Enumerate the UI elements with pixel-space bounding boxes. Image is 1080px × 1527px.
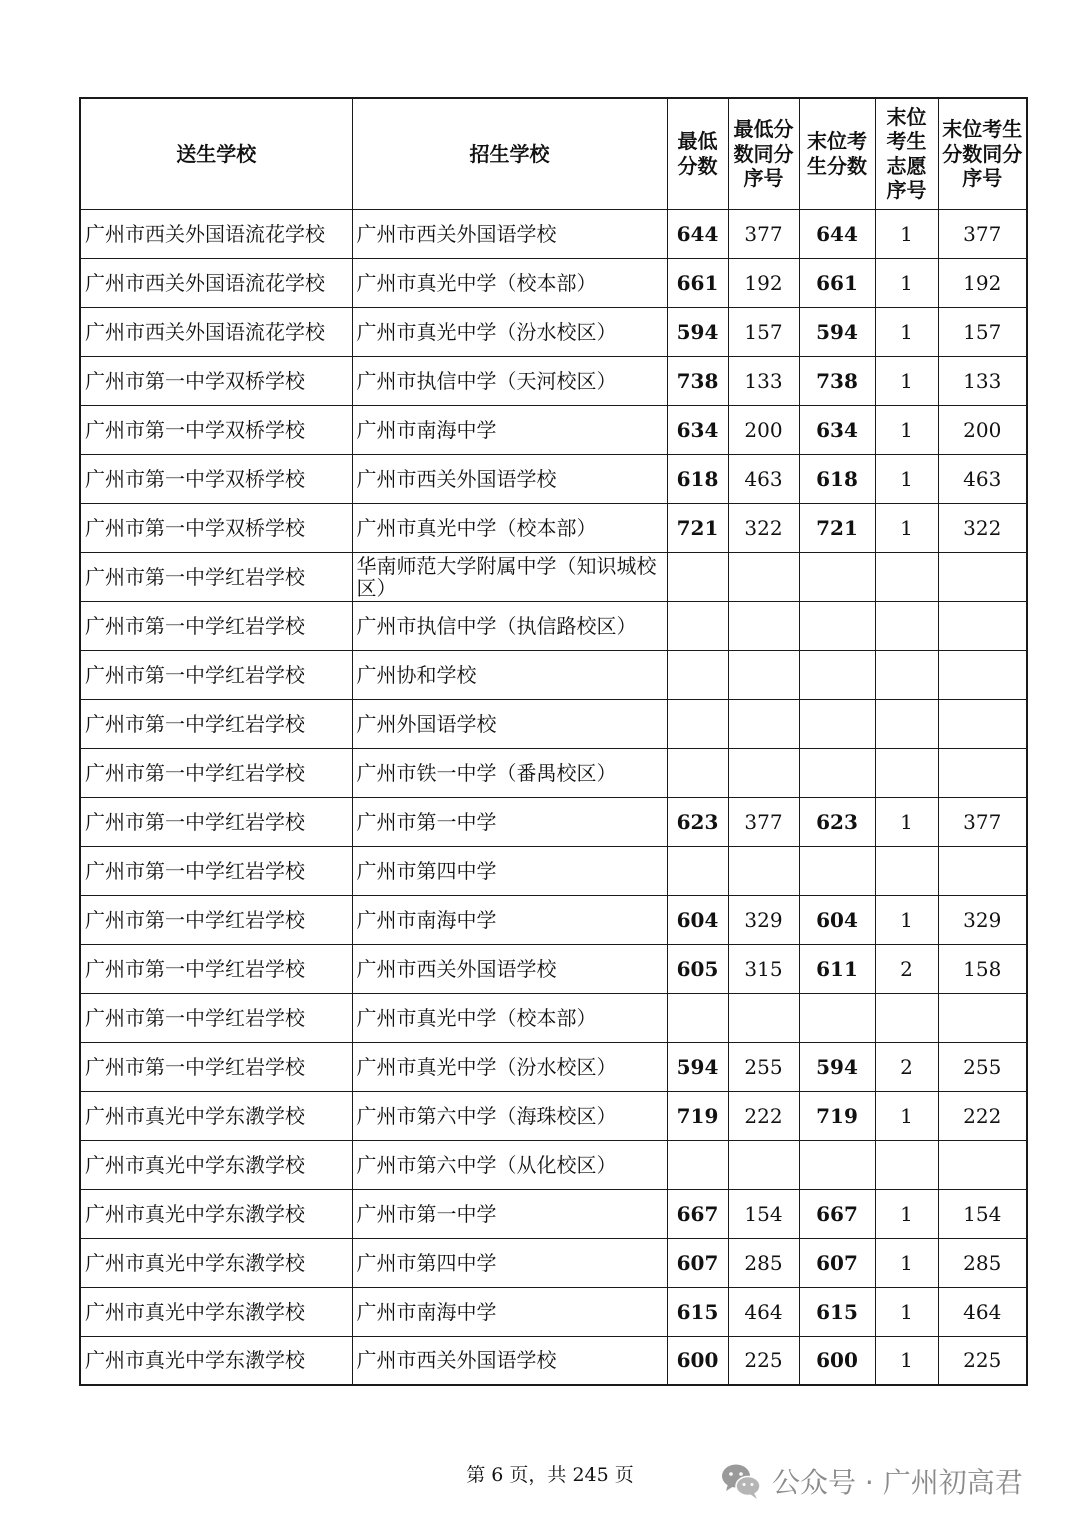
min-score-rank-cell: 222 — [728, 1091, 799, 1140]
min-score-cell: 738 — [667, 356, 728, 405]
last-score-cell: 607 — [799, 1238, 875, 1287]
min-score-cell — [667, 552, 728, 601]
table-row — [80, 846, 1027, 895]
send-school-cell: 广州市第一中学红岩学校 — [80, 699, 352, 748]
min-score-rank-cell: 463 — [728, 454, 799, 503]
table-row — [80, 552, 1027, 601]
min-score-cell: 721 — [667, 503, 728, 552]
min-score-cell — [667, 846, 728, 895]
last-score-cell: 600 — [799, 1336, 875, 1385]
table-row — [80, 503, 1027, 552]
table-row — [80, 895, 1027, 944]
min-score-rank-cell: 154 — [728, 1189, 799, 1238]
send-school-cell: 广州市第一中学红岩学校 — [80, 748, 352, 797]
admit-school-cell: 广州市西关外国语学校 — [352, 454, 667, 503]
header-min-score-rank: 最低分 数同分 序号 — [728, 98, 799, 209]
last-choice-cell: 1 — [875, 258, 938, 307]
min-score-rank-cell — [728, 699, 799, 748]
admit-school-cell: 广州市第六中学（海珠校区） — [352, 1091, 667, 1140]
last-choice-cell: 1 — [875, 503, 938, 552]
last-score-cell — [799, 748, 875, 797]
min-score-cell — [667, 748, 728, 797]
min-score-cell: 600 — [667, 1336, 728, 1385]
table-row — [80, 1287, 1027, 1336]
watermark-text: 公众号 · 广州初高君 — [772, 1466, 1023, 1499]
admit-school-cell: 广州市西关外国语学校 — [352, 209, 667, 258]
admit-school-cell: 广州市铁一中学（番禺校区） — [352, 748, 667, 797]
last-score-cell: 594 — [799, 1042, 875, 1091]
last-score-rank-cell — [938, 601, 1027, 650]
last-score-cell: 611 — [799, 944, 875, 993]
send-school-cell: 广州市第一中学红岩学校 — [80, 650, 352, 699]
last-choice-cell: 1 — [875, 1091, 938, 1140]
min-score-cell: 634 — [667, 405, 728, 454]
min-score-cell — [667, 1140, 728, 1189]
last-score-cell: 721 — [799, 503, 875, 552]
admission-score-table — [79, 97, 1028, 1386]
last-choice-cell — [875, 699, 938, 748]
min-score-cell — [667, 699, 728, 748]
last-score-rank-cell: 222 — [938, 1091, 1027, 1140]
send-school-cell: 广州市真光中学东漖学校 — [80, 1091, 352, 1140]
last-score-rank-cell — [938, 650, 1027, 699]
table-row — [80, 454, 1027, 503]
admit-school-cell: 广州协和学校 — [352, 650, 667, 699]
last-choice-cell: 1 — [875, 454, 938, 503]
last-choice-cell: 1 — [875, 307, 938, 356]
min-score-cell: 618 — [667, 454, 728, 503]
wechat-icon — [720, 1461, 762, 1501]
header-admit-school: 招生学校 — [352, 98, 667, 209]
last-score-cell: 594 — [799, 307, 875, 356]
last-choice-cell: 1 — [875, 1287, 938, 1336]
min-score-cell — [667, 650, 728, 699]
last-score-cell: 667 — [799, 1189, 875, 1238]
admit-school-cell: 广州市南海中学 — [352, 405, 667, 454]
admit-school-cell: 广州市西关外国语学校 — [352, 1336, 667, 1385]
last-score-cell: 719 — [799, 1091, 875, 1140]
min-score-rank-cell: 464 — [728, 1287, 799, 1336]
last-score-rank-cell — [938, 846, 1027, 895]
table-row — [80, 1336, 1027, 1385]
table-row — [80, 356, 1027, 405]
table-row — [80, 650, 1027, 699]
last-score-rank-cell: 329 — [938, 895, 1027, 944]
min-score-rank-cell — [728, 846, 799, 895]
header-row — [80, 98, 1027, 209]
last-score-cell — [799, 699, 875, 748]
last-score-rank-cell — [938, 552, 1027, 601]
min-score-rank-cell: 157 — [728, 307, 799, 356]
min-score-cell: 594 — [667, 307, 728, 356]
min-score-rank-cell — [728, 993, 799, 1042]
send-school-cell: 广州市西关外国语流花学校 — [80, 258, 352, 307]
last-choice-cell: 1 — [875, 895, 938, 944]
last-choice-cell — [875, 748, 938, 797]
send-school-cell: 广州市第一中学双桥学校 — [80, 356, 352, 405]
min-score-cell: 661 — [667, 258, 728, 307]
table-row — [80, 748, 1027, 797]
last-score-cell: 623 — [799, 797, 875, 846]
send-school-cell: 广州市第一中学红岩学校 — [80, 797, 352, 846]
send-school-cell: 广州市真光中学东漖学校 — [80, 1140, 352, 1189]
last-score-cell: 644 — [799, 209, 875, 258]
last-score-cell — [799, 552, 875, 601]
table-header — [80, 98, 1027, 209]
last-score-cell — [799, 846, 875, 895]
admit-school-cell: 广州市南海中学 — [352, 895, 667, 944]
min-score-rank-cell: 285 — [728, 1238, 799, 1287]
last-score-cell: 634 — [799, 405, 875, 454]
min-score-rank-cell — [728, 1140, 799, 1189]
last-score-rank-cell: 192 — [938, 258, 1027, 307]
min-score-cell — [667, 993, 728, 1042]
min-score-cell: 615 — [667, 1287, 728, 1336]
last-score-rank-cell: 464 — [938, 1287, 1027, 1336]
last-score-cell: 738 — [799, 356, 875, 405]
send-school-cell: 广州市真光中学东漖学校 — [80, 1238, 352, 1287]
min-score-cell: 623 — [667, 797, 728, 846]
admit-school-cell: 广州市执信中学（天河校区） — [352, 356, 667, 405]
table-row — [80, 699, 1027, 748]
last-score-rank-cell — [938, 1140, 1027, 1189]
send-school-cell: 广州市真光中学东漖学校 — [80, 1287, 352, 1336]
last-score-rank-cell: 255 — [938, 1042, 1027, 1091]
admit-school-cell: 广州市执信中学（执信路校区） — [352, 601, 667, 650]
header-send-school: 送生学校 — [80, 98, 352, 209]
admit-school-cell: 广州市第一中学 — [352, 797, 667, 846]
table-row — [80, 1042, 1027, 1091]
header-last-choice: 末位 考生 志愿 序号 — [875, 98, 938, 209]
min-score-cell: 594 — [667, 1042, 728, 1091]
admit-school-cell: 广州市真光中学（校本部） — [352, 503, 667, 552]
send-school-cell: 广州市第一中学红岩学校 — [80, 1042, 352, 1091]
send-school-cell: 广州市真光中学东漖学校 — [80, 1189, 352, 1238]
last-choice-cell — [875, 601, 938, 650]
last-score-cell — [799, 650, 875, 699]
min-score-rank-cell: 225 — [728, 1336, 799, 1385]
header-last-score-rank: 末位考生 分数同分 序号 — [938, 98, 1027, 209]
watermark — [720, 1460, 1023, 1502]
table-row — [80, 209, 1027, 258]
admit-school-cell: 广州市西关外国语学校 — [352, 944, 667, 993]
last-score-rank-cell — [938, 748, 1027, 797]
table-row — [80, 601, 1027, 650]
min-score-rank-cell: 200 — [728, 405, 799, 454]
min-score-rank-cell: 315 — [728, 944, 799, 993]
last-choice-cell: 2 — [875, 1042, 938, 1091]
min-score-cell: 667 — [667, 1189, 728, 1238]
min-score-rank-cell: 377 — [728, 797, 799, 846]
last-score-rank-cell: 377 — [938, 209, 1027, 258]
header-last-score: 末位考 生分数 — [799, 98, 875, 209]
admit-school-cell: 广州外国语学校 — [352, 699, 667, 748]
admit-school-cell: 广州市真光中学（校本部） — [352, 993, 667, 1042]
last-choice-cell — [875, 650, 938, 699]
last-choice-cell: 1 — [875, 356, 938, 405]
admit-school-cell: 广州市第一中学 — [352, 1189, 667, 1238]
table-row — [80, 1140, 1027, 1189]
last-score-rank-cell: 158 — [938, 944, 1027, 993]
send-school-cell: 广州市第一中学红岩学校 — [80, 993, 352, 1042]
min-score-rank-cell: 133 — [728, 356, 799, 405]
admit-school-cell: 华南师范大学附属中学（知识城校区） — [352, 552, 667, 601]
min-score-rank-cell — [728, 552, 799, 601]
min-score-rank-cell — [728, 650, 799, 699]
last-score-cell — [799, 1140, 875, 1189]
table-row — [80, 405, 1027, 454]
admit-school-cell: 广州市真光中学（校本部） — [352, 258, 667, 307]
admit-school-cell: 广州市第四中学 — [352, 846, 667, 895]
min-score-cell: 607 — [667, 1238, 728, 1287]
admit-school-cell: 广州市真光中学（汾水校区） — [352, 307, 667, 356]
min-score-rank-cell: 192 — [728, 258, 799, 307]
admit-school-cell: 广州市第六中学（从化校区） — [352, 1140, 667, 1189]
send-school-cell: 广州市真光中学东漖学校 — [80, 1336, 352, 1385]
admit-school-cell: 广州市南海中学 — [352, 1287, 667, 1336]
table-row — [80, 1238, 1027, 1287]
last-score-rank-cell: 225 — [938, 1336, 1027, 1385]
last-choice-cell: 1 — [875, 405, 938, 454]
last-score-rank-cell — [938, 993, 1027, 1042]
last-score-rank-cell: 377 — [938, 797, 1027, 846]
send-school-cell: 广州市第一中学双桥学校 — [80, 454, 352, 503]
table-row — [80, 307, 1027, 356]
last-choice-cell: 2 — [875, 944, 938, 993]
table-row — [80, 944, 1027, 993]
header-min-score: 最低 分数 — [667, 98, 728, 209]
last-score-rank-cell: 463 — [938, 454, 1027, 503]
min-score-rank-cell: 322 — [728, 503, 799, 552]
last-choice-cell: 1 — [875, 1189, 938, 1238]
last-choice-cell: 1 — [875, 1238, 938, 1287]
table-row — [80, 797, 1027, 846]
min-score-rank-cell — [728, 748, 799, 797]
admit-school-cell: 广州市真光中学（汾水校区） — [352, 1042, 667, 1091]
last-choice-cell: 1 — [875, 1336, 938, 1385]
min-score-rank-cell — [728, 601, 799, 650]
min-score-rank-cell: 377 — [728, 209, 799, 258]
last-score-rank-cell: 322 — [938, 503, 1027, 552]
last-score-rank-cell: 285 — [938, 1238, 1027, 1287]
send-school-cell: 广州市第一中学双桥学校 — [80, 405, 352, 454]
last-choice-cell — [875, 552, 938, 601]
last-score-cell: 604 — [799, 895, 875, 944]
min-score-cell: 605 — [667, 944, 728, 993]
min-score-cell: 644 — [667, 209, 728, 258]
last-choice-cell: 1 — [875, 209, 938, 258]
last-score-cell — [799, 601, 875, 650]
min-score-rank-cell: 255 — [728, 1042, 799, 1091]
send-school-cell: 广州市西关外国语流花学校 — [80, 307, 352, 356]
send-school-cell: 广州市第一中学红岩学校 — [80, 846, 352, 895]
last-choice-cell — [875, 993, 938, 1042]
last-score-rank-cell: 200 — [938, 405, 1027, 454]
last-score-rank-cell — [938, 699, 1027, 748]
last-score-rank-cell: 157 — [938, 307, 1027, 356]
last-score-cell: 661 — [799, 258, 875, 307]
last-score-cell: 615 — [799, 1287, 875, 1336]
last-score-rank-cell: 133 — [938, 356, 1027, 405]
table-row — [80, 258, 1027, 307]
table-row — [80, 1091, 1027, 1140]
last-score-rank-cell: 154 — [938, 1189, 1027, 1238]
send-school-cell: 广州市第一中学红岩学校 — [80, 552, 352, 601]
send-school-cell: 广州市第一中学红岩学校 — [80, 895, 352, 944]
send-school-cell: 广州市第一中学红岩学校 — [80, 601, 352, 650]
last-choice-cell — [875, 1140, 938, 1189]
min-score-cell — [667, 601, 728, 650]
admit-school-cell: 广州市第四中学 — [352, 1238, 667, 1287]
min-score-cell: 604 — [667, 895, 728, 944]
last-choice-cell — [875, 846, 938, 895]
min-score-rank-cell: 329 — [728, 895, 799, 944]
send-school-cell: 广州市第一中学红岩学校 — [80, 944, 352, 993]
send-school-cell: 广州市第一中学双桥学校 — [80, 503, 352, 552]
send-school-cell: 广州市西关外国语流花学校 — [80, 209, 352, 258]
last-choice-cell: 1 — [875, 797, 938, 846]
page-number: 第 6 页，共 245 页 — [466, 1464, 634, 1486]
table-row — [80, 1189, 1027, 1238]
min-score-cell: 719 — [667, 1091, 728, 1140]
table-body — [80, 209, 1027, 1385]
table-row — [80, 993, 1027, 1042]
last-score-cell: 618 — [799, 454, 875, 503]
last-score-cell — [799, 993, 875, 1042]
